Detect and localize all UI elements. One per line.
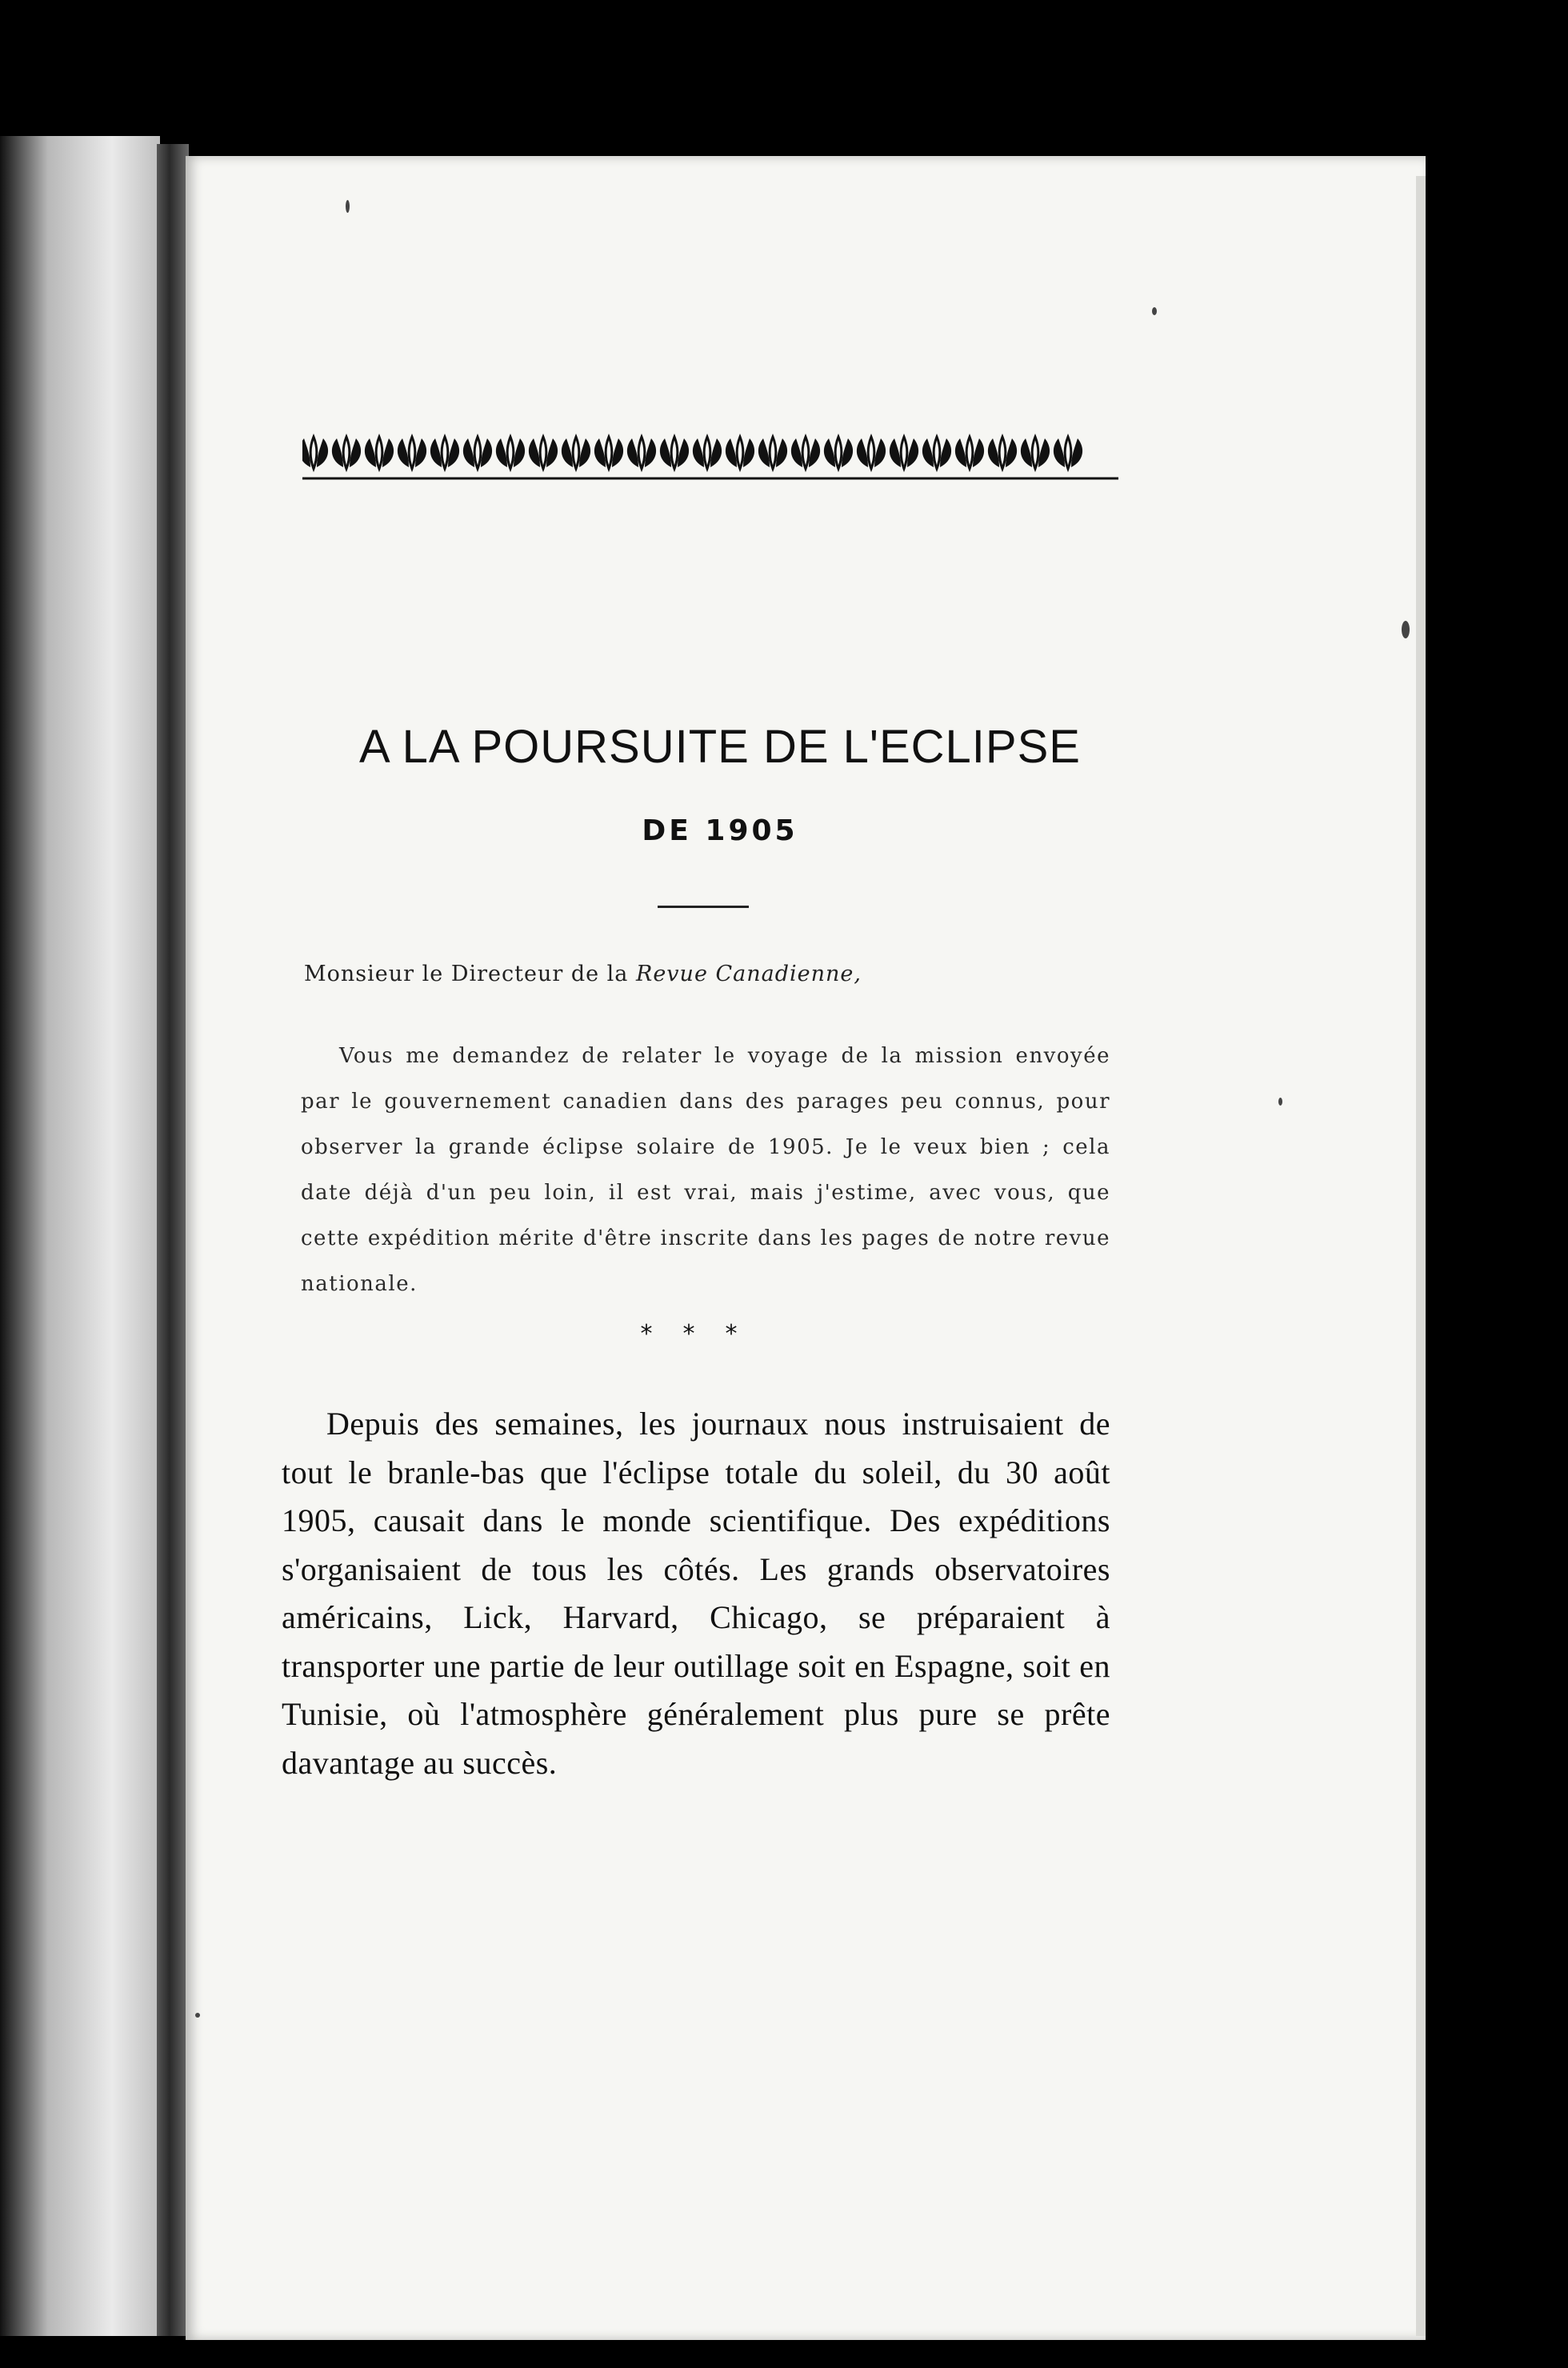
- journal-name: Revue Canadienne,: [636, 962, 862, 986]
- ornament-motif: [562, 437, 590, 469]
- body-paragraph-text: Depuis des semaines, les journaux nous instruisaient de tout le branle-bas que l'éclipse totale du soleil, du 30 août 1905, causait dans le monde scientifique. Des expéditions s'organisaient de tous les côtés. Les grands observatoires américains, Lick, Harvard, Chicago, se préparaient à transporter une partie de leur outillage soit en Espagne, soit en Tunisie, où l'atmosphère généralement plus pure se prête davantage au succès.: [282, 1406, 1110, 1781]
- dust-speck: [346, 200, 350, 213]
- page-subtitle: DE 1905: [642, 814, 798, 847]
- ornament-motif: [726, 437, 754, 469]
- ornament-motif: [594, 437, 623, 469]
- section-separator: ***: [640, 1320, 768, 1348]
- ornament-motif: [922, 437, 951, 469]
- ornament-motif: [1054, 437, 1082, 469]
- ornament-motif: [496, 437, 525, 469]
- left-page-edge: [0, 136, 160, 2336]
- letter-salutation: [304, 962, 1136, 986]
- ornament-motif: [430, 437, 459, 469]
- letter-paragraph: [301, 1034, 1110, 1307]
- dust-speck: [1278, 1098, 1282, 1106]
- binding-gutter: [157, 144, 189, 2336]
- ornament-motif: [791, 437, 820, 469]
- ornament-motif: [758, 437, 787, 469]
- letter-paragraph-text: Vous me demandez de relater le voyage de la mission envoyée par le gouvernement canadien dans des parages peu connus, pour observer la grande éclipse solaire de 1905. Je le veux bien ; cela date déjà d'un peu loin, il est vrai, mais j'estime, avec vous, que cette expédition mérite d'être inscrite dans les pages de notre revue nationale.: [301, 1044, 1110, 1296]
- dust-speck: [1402, 621, 1410, 638]
- page-right-edge: [1416, 176, 1426, 2336]
- ornament-border-icon: [302, 430, 1118, 486]
- decorative-ornament-band: [302, 430, 1118, 486]
- ornament-motif: [398, 437, 426, 469]
- body-paragraph: [282, 1400, 1110, 1787]
- ornament-motif: [988, 437, 1017, 469]
- salutation-prefix: Monsieur le Directeur de la: [304, 962, 636, 986]
- page-title: A LA POURSUITE DE L'ECLIPSE: [359, 721, 1081, 773]
- dust-speck: [195, 2013, 200, 2018]
- ornament-motif: [529, 437, 558, 469]
- ornament-motif: [693, 437, 722, 469]
- title-divider: [658, 906, 749, 908]
- ornament-motif: [302, 437, 328, 469]
- ornament-motif: [955, 437, 984, 469]
- ornament-motif: [890, 437, 918, 469]
- ornament-motif: [857, 437, 886, 469]
- ornament-motif: [463, 437, 492, 469]
- ornament-motif: [627, 437, 656, 469]
- ornament-motif: [824, 437, 853, 469]
- ornament-motif: [365, 437, 394, 469]
- ornament-motif: [1021, 437, 1050, 469]
- dust-speck: [1152, 307, 1157, 315]
- ornament-motif: [332, 437, 361, 469]
- ornament-motif: [660, 437, 689, 469]
